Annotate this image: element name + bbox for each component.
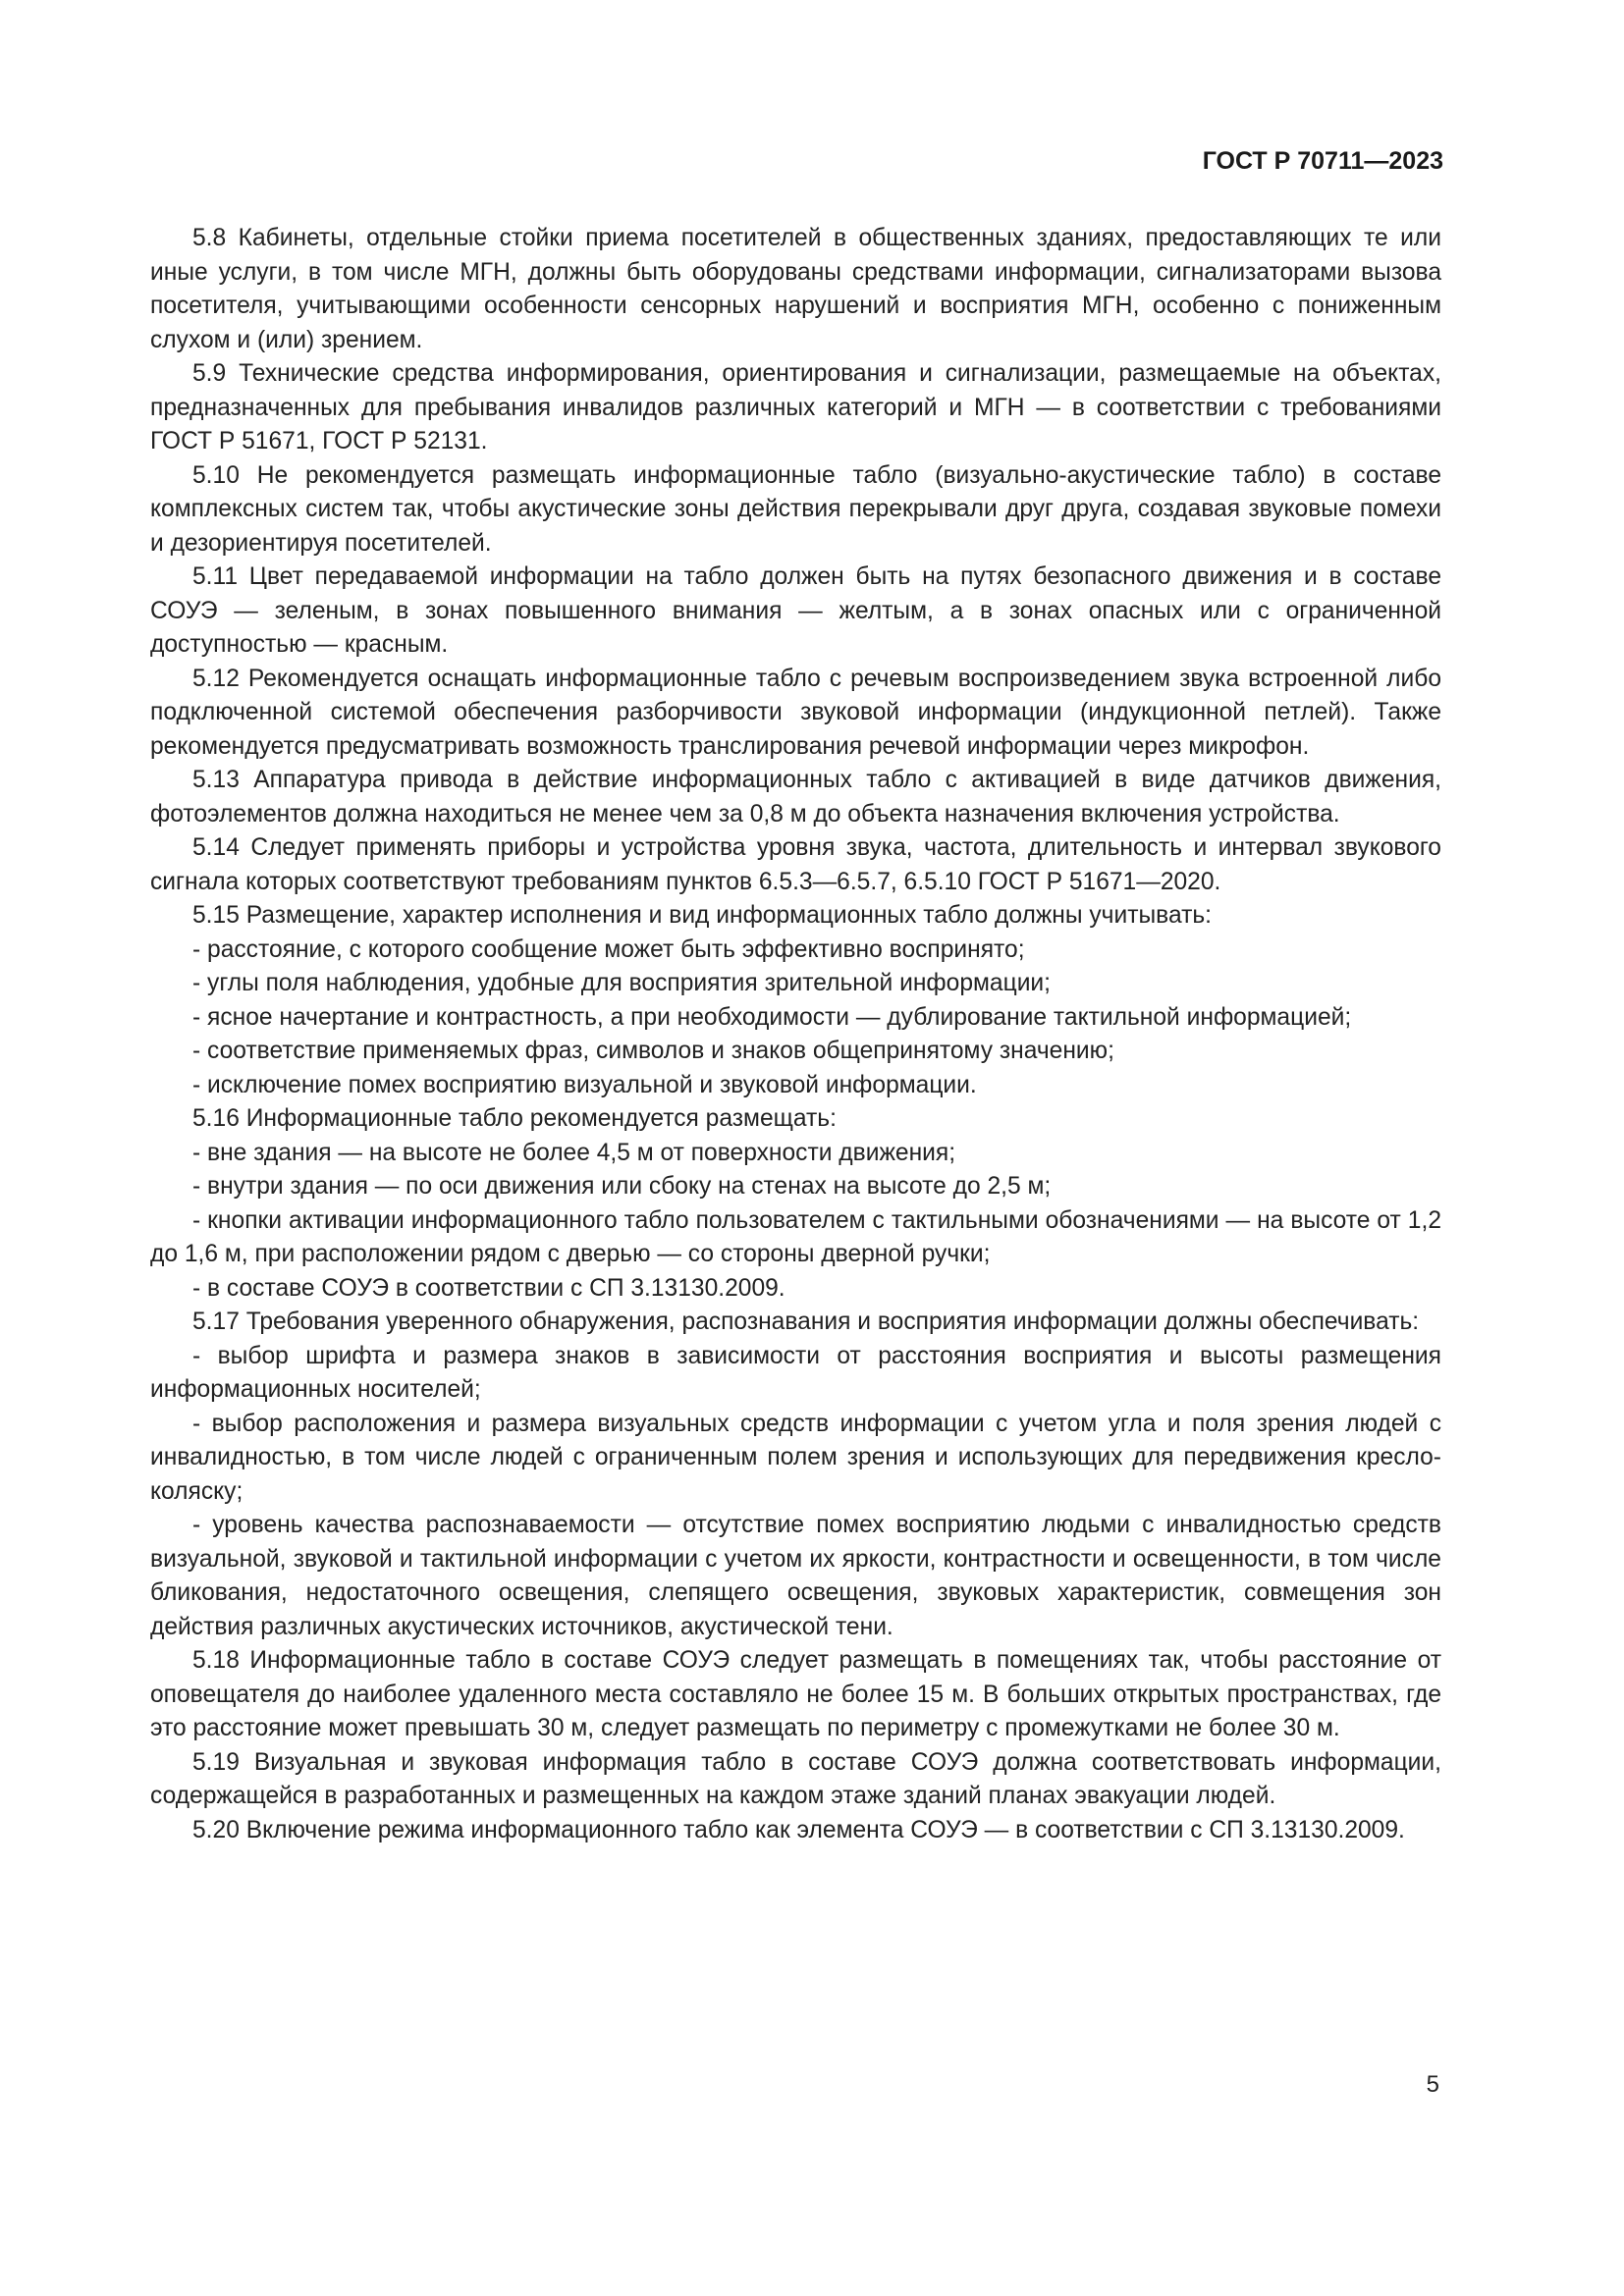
clause-5-11: 5.11 Цвет передаваемой информации на табло должен быть на путях безопасного движения и в составе СОУЭ — зеленым, в зонах повышенного внимания — желтым, а в зонах опасных или с ограниченной доступностью — красным. <box>150 563 1441 658</box>
clause-5-14: 5.14 Следует применять приборы и устройства уровня звука, частота, длительность и интервал звукового сигнала которых соответствуют требованиям пунктов 6.5.3—6.5.7, 6.5.10 ГОСТ Р 51671—2020. <box>150 834 1441 895</box>
document-code-header: ГОСТ Р 70711—2023 <box>1202 147 1443 175</box>
clause-5-15: 5.15 Размещение, характер исполнения и вид информационных табло должны учитывать: <box>192 902 1213 929</box>
clause-5-16: 5.16 Информационные табло рекомендуется размещать: <box>192 1105 837 1132</box>
clause-5-13: 5.13 Аппаратура привода в действие информационных табло с активацией в виде датчиков движения, фотоэлементов должна находиться не менее чем за 0,8 м до объекта назначения включения устройства. <box>150 767 1441 828</box>
list-item: - кнопки активации информационного табло пользователем с тактильными обозначениями — на высоте от 1,2 до 1,6 м, при расположении рядом с дверью — со стороны дверной ручки; <box>150 1206 1441 1267</box>
list-item: - ясное начертание и контрастность, а при необходимости — дублирование тактильной информацией; <box>192 1003 1352 1031</box>
list-item: - расстояние, с которого сообщение может быть эффективно воспринято; <box>192 935 1025 963</box>
list-item: - соответствие применяемых фраз, символов и знаков общепринятому значению; <box>192 1038 1114 1064</box>
list-item: - выбор расположения и размера визуальных средств информации с учетом угла и поля зрения людей с инвалидностью, в том числе людей с ограниченным полем зрения и использующих для передвижения кресло-коляску; <box>150 1410 1441 1505</box>
clause-5-20: 5.20 Включение режима информационного табло как элемента СОУЭ — в соответствии с СП 3.13130.2009. <box>192 1816 1405 1843</box>
clause-5-19: 5.19 Визуальная и звуковая информация табло в составе СОУЭ должна соответствовать информации, содержащейся в разработанных и размещенных на каждом этаже зданий планах эвакуации людей. <box>150 1748 1441 1809</box>
list-item: - выбор шрифта и размера знаков в зависимости от расстояния восприятия и высоты размещения информационных носителей; <box>150 1342 1441 1403</box>
clause-5-9: 5.9 Технические средства информирования, ориентирования и сигнализации, размещаемые на объектах, предназначенных для пребывания инвалидов различных категорий и МГН — в соответствии с требованиями ГОСТ Р 51671, ГОСТ Р 52131. <box>150 360 1441 454</box>
list-item: - в составе СОУЭ в соответствии с СП 3.13130.2009. <box>192 1274 785 1302</box>
clause-5-18: 5.18 Информационные табло в составе СОУЭ следует размещать в помещениях так, чтобы расстояние от оповещателя до наиболее удаленного места составляло не более 15 м. В больших открытых пространствах, где это расстояние может превышать 30 м, следует размещать по периметру с промежутками не более 30 м. <box>150 1647 1441 1741</box>
list-item: - углы поля наблюдения, удобные для восприятия зрительной информации; <box>192 970 1052 996</box>
list-item: - внутри здания — по оси движения или сбоку на стенах на высоте до 2,5 м; <box>192 1173 1052 1200</box>
document-body <box>150 222 1441 1847</box>
list-item: - исключение помех восприятию визуальной и звуковой информации. <box>192 1071 977 1098</box>
clause-5-12: 5.12 Рекомендуется оснащать информационные табло с речевым воспроизведением звука встроенной либо подключенной системой обеспечения разборчивости звуковой информации (индукционной петлей). Также рекомендуется предусматривать возможность транслирования речевой информации через микрофон. <box>150 665 1441 760</box>
list-item: - уровень качества распознаваемости — отсутствие помех восприятию людьми с инвалидностью средств визуальной, звуковой и тактильной информации с учетом их яркости, контрастности и освещенности, в том числе бликования, недостаточного освещения, слепящего освещения, звуковых характеристик, совмещения зон действия различных акустических источников, акустической тени. <box>150 1512 1441 1640</box>
clause-5-17: 5.17 Требования уверенного обнаружения, распознавания и восприятия информации должны обеспечивать: <box>192 1308 1420 1335</box>
clause-5-10: 5.10 Не рекомендуется размещать информационные табло (визуально-акустические табло) в составе комплексных систем так, чтобы акустические зоны действия перекрывали друг друга, создавая звуковые помехи и дезориентируя посетителей. <box>150 461 1441 557</box>
clause-5-8: 5.8 Кабинеты, отдельные стойки приема посетителей в общественных зданиях, предоставляющих те или иные услуги, в том числе МГН, должны быть оборудованы средствами информации, сигнализаторами вызова посетителя, учитывающими особенности сенсорных нарушений и восприятия МГН, особенно с пониженным слухом и (или) зрением. <box>150 225 1441 353</box>
page-number: 5 <box>1426 2071 1439 2098</box>
list-item: - вне здания — на высоте не более 4,5 м от поверхности движения; <box>192 1139 956 1166</box>
